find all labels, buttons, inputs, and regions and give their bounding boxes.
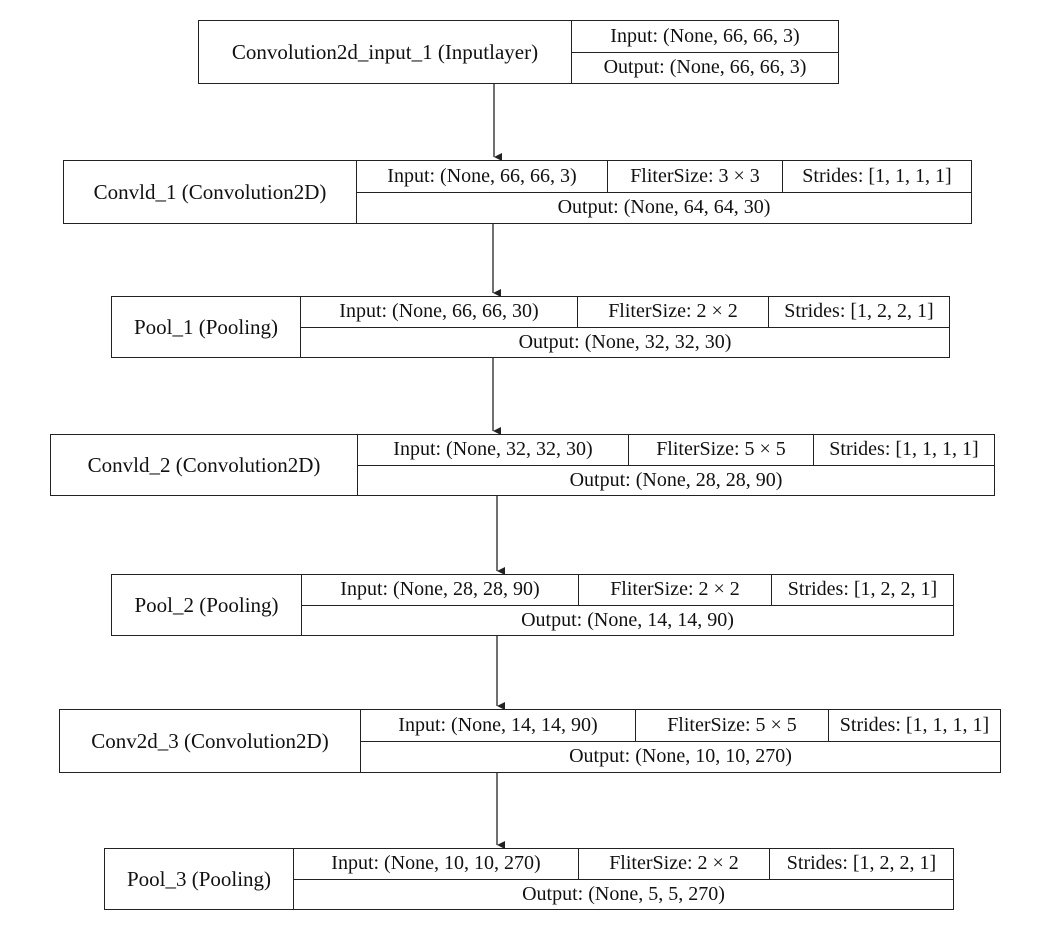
layer-name: Convld_2 (Convolution2D) — [51, 435, 358, 495]
layer-filter-size: FliterSize: 5 × 5 — [628, 435, 813, 465]
layer-input-shape: Input: (None, 66, 66, 3) — [387, 164, 577, 187]
layer-name: Convolution2d_input_1 (Inputlayer) — [199, 21, 572, 83]
layer-output-shape: Output: (None, 28, 28, 90) — [569, 468, 783, 491]
layer-name: Conv2d_3 (Convolution2D) — [60, 710, 361, 772]
layer-output-shape: Output: (None, 64, 64, 30) — [557, 196, 771, 219]
layer-input-shape: Input: (None, 14, 14, 90) — [398, 713, 598, 736]
layer-strides: Strides: [1, 1, 1, 1] — [782, 161, 971, 192]
layer-filter-size: FliterSize: 2 × 2 — [577, 297, 768, 327]
layer-output-shape: Output: (None, 5, 5, 270) — [522, 882, 725, 905]
layer-filter-size: FliterSize: 5 × 5 — [635, 710, 828, 741]
layer-name: Pool_1 (Pooling) — [112, 297, 301, 357]
layer-strides: Strides: [1, 1, 1, 1] — [828, 710, 1000, 741]
layer-name: Convld_1 (Convolution2D) — [64, 161, 357, 223]
layer-strides: Strides: [1, 2, 2, 1] — [769, 849, 953, 879]
layer-output-shape: Output: (None, 32, 32, 30) — [518, 330, 732, 353]
layer-output-shape: Output: (None, 66, 66, 3) — [603, 56, 807, 79]
layer-strides: Strides: [1, 1, 1, 1] — [813, 435, 994, 465]
layer-output-shape: Output: (None, 10, 10, 270) — [569, 745, 792, 768]
layer-name: Pool_3 (Pooling) — [105, 849, 294, 909]
layer-output-shape: Output: (None, 14, 14, 90) — [521, 608, 734, 631]
layer-strides: Strides: [1, 2, 2, 1] — [771, 575, 953, 605]
layer-input-shape: Input: (None, 66, 66, 3) — [610, 24, 800, 47]
layer-filter-size: FliterSize: 2 × 2 — [578, 575, 771, 605]
layer-input-shape: Input: (None, 66, 66, 30) — [339, 300, 539, 323]
layer-filter-size: FliterSize: 2 × 2 — [578, 849, 769, 879]
layer-strides: Strides: [1, 2, 2, 1] — [768, 297, 949, 327]
layer-name: Pool_2 (Pooling) — [112, 575, 302, 635]
layer-input-shape: Input: (None, 28, 28, 90) — [340, 578, 540, 601]
layer-input-shape: Input: (None, 32, 32, 30) — [393, 438, 593, 461]
layer-filter-size: FliterSize: 3 × 3 — [607, 161, 782, 192]
layer-input-shape: Input: (None, 10, 10, 270) — [331, 852, 541, 875]
